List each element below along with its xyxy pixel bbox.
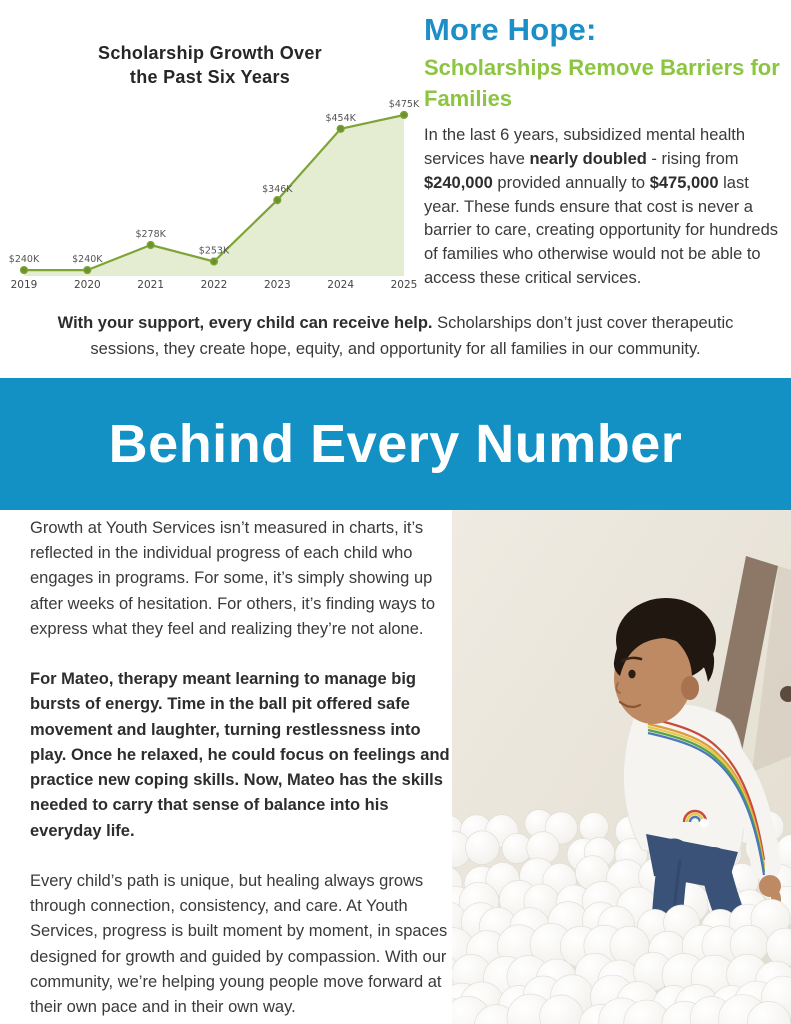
child-eye [628, 670, 635, 679]
ball-pit-front [452, 899, 791, 1024]
section-title: More Hope: [424, 12, 597, 47]
svg-text:$475K: $475K [388, 98, 420, 110]
chart-title-line2: the Past Six Years [129, 66, 291, 87]
more-hope-section [424, 12, 782, 291]
story-paragraph-2-mateo: For Mateo, therapy meant learning to manage big bursts of energy. Time in the ball pit offered safe movement and laughter, turning restlessness into play. Once he relaxed, he could focus on feelings and practice new coping skills. Now, Mateo has the skills needed to carry that sense of balance into his everyday life. [30, 670, 450, 840]
svg-text:$454K: $454K [325, 112, 356, 124]
svg-text:$240K: $240K [8, 253, 40, 265]
svg-text:2021: 2021 [137, 278, 165, 291]
svg-text:$240K: $240K [72, 253, 103, 265]
story-paragraph-3: Every child’s path is unique, but healing always grows through connection, consistency, and care. At Youth Services, progress is built moment by moment, in spaces designed for growth and guided by compassion. With our community, we’re helping young people move forward at their own pace and in their own way. [30, 871, 448, 1016]
chart-title-line1: Scholarship Growth Over [98, 43, 322, 63]
svg-text:2020: 2020 [73, 278, 101, 291]
svg-text:2024: 2024 [327, 278, 355, 291]
svg-text:2022: 2022 [200, 278, 228, 291]
svg-text:$253K: $253K [198, 244, 230, 256]
svg-text:$346K: $346K [262, 183, 293, 195]
scholarship-chart-section [4, 34, 420, 291]
banner-title: Behind Every Number [108, 414, 683, 474]
svg-text:2019: 2019 [10, 278, 38, 291]
intro-paragraph: In the last 6 years, subsidized mental health services have nearly doubled - rising from $240,000 provided annually to $475,000 last year. These funds ensure that cost is never a barrier to care, creating opportunity for hundreds of families who otherwise would not be able to access these critical services. [424, 126, 779, 287]
story-paragraph-1: Growth at Youth Services isn’t measured in charts, it’s reflected in the individual progress of each child who engages in programs. For some, it’s simply showing up after weeks of hesitation. For others, it’s finding ways to express what they feel and realizing they’re not alone. [30, 519, 436, 638]
svg-text:2023: 2023 [263, 278, 291, 291]
svg-text:$278K: $278K [135, 228, 166, 240]
svg-text:2025: 2025 [390, 278, 418, 291]
support-paragraph: With your support, every child can receive help. Scholarships don’t just cover therapeutic sessions, they create hope, equity, and opportunity for all families in our community. [57, 314, 734, 358]
story-section [30, 516, 450, 1024]
section-subtitle: Scholarships Remove Barriers for Families [424, 55, 780, 112]
behind-every-number-banner [0, 378, 791, 510]
scholarship-growth-chart [4, 92, 420, 291]
child-ear [681, 676, 699, 700]
ball-pit-photo [452, 510, 791, 1024]
chart-title [4, 42, 416, 90]
